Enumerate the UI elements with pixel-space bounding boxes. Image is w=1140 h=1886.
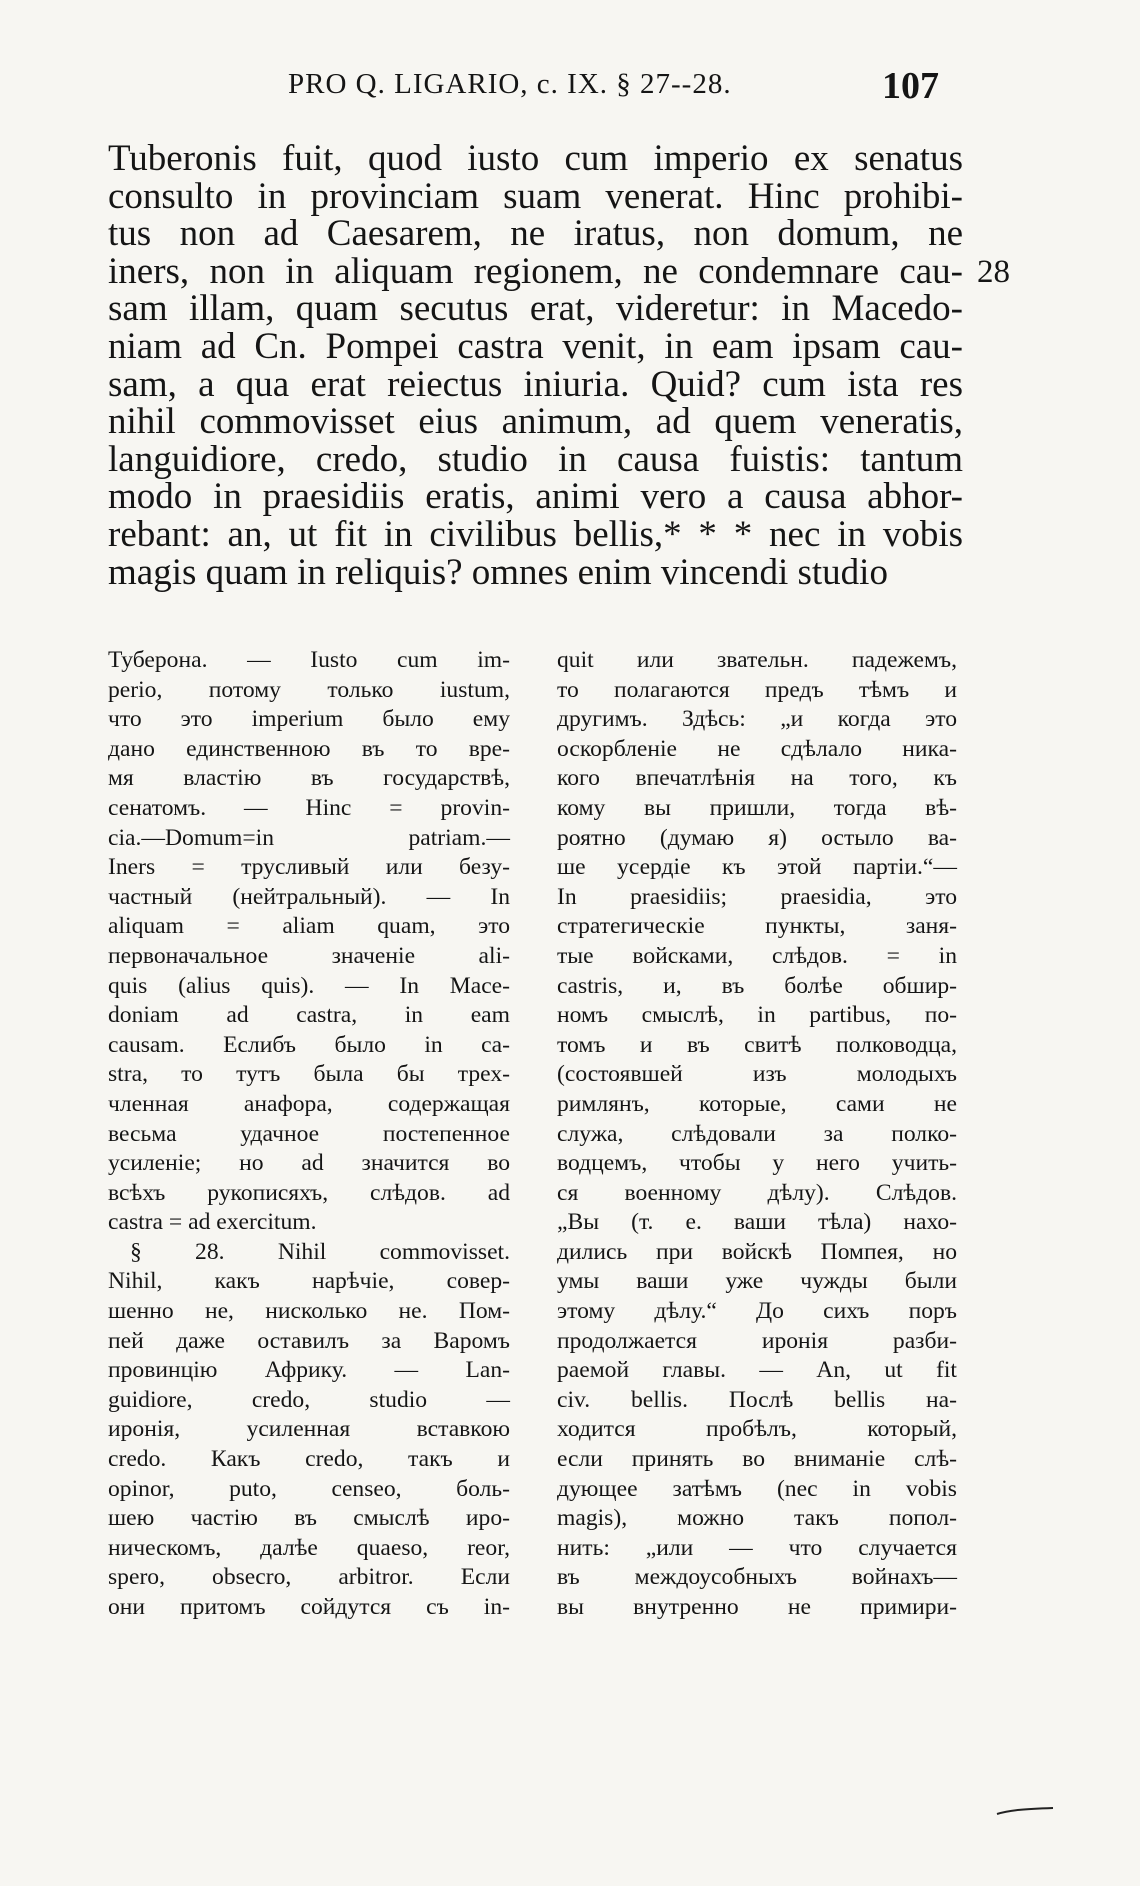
- page-header: [0, 64, 1140, 114]
- commentary-line: стратегическіе пункты, заня-: [557, 913, 957, 940]
- text-line: sam illam, quam secutus erat, videretur: in Macedo-: [108, 288, 963, 330]
- commentary-line: шенно не, нисколько не. Пом-: [108, 1298, 510, 1325]
- commentary-line: что это imperium было ему: [108, 706, 510, 733]
- commentary-line: другимъ. Здѣсь: „и когда это: [557, 706, 957, 733]
- commentary-line: частный (нейтральный). — In: [108, 883, 510, 910]
- latin-main-text: [108, 140, 963, 591]
- commentary-line: томъ и въ свитѣ полководца,: [557, 1031, 957, 1058]
- commentary-line: кому вы пришли, тогда вѣ-: [557, 794, 957, 821]
- commentary-line: quit или звательн. падежемъ,: [557, 647, 957, 673]
- commentary-line: мя властію въ государствѣ,: [108, 765, 510, 792]
- text-line: iners, non in aliquam regionem, ne condemnare cau-: [108, 250, 963, 292]
- text-line: Tuberonis fuit, quod iusto cum imperio ex senatus: [108, 138, 963, 179]
- commentary-line: первоначальное значеніе ali-: [108, 942, 510, 969]
- commentary-line: кого впечатлѣнія на того, къ: [557, 765, 957, 792]
- commentary-right-column: [557, 646, 957, 1623]
- text-line: modo in praesidiis eratis, animi vero a causa abhor-: [108, 476, 963, 518]
- commentary-line: продолжается иронія разби-: [557, 1327, 957, 1354]
- margin-section-number: 28: [977, 254, 1010, 290]
- commentary-line: magis), можно такъ попол-: [557, 1505, 957, 1532]
- text-line: tus non ad Caesarem, ne iratus, non domum, ne: [108, 213, 963, 255]
- commentary-line: Nihil, какъ нарѣчіе, совер-: [108, 1268, 510, 1295]
- commentary-line: иронія, усиленная вставкою: [108, 1416, 510, 1443]
- scan-artifact-mark: [995, 1806, 1055, 1816]
- commentary-line: дано единственною въ то вре-: [108, 735, 510, 762]
- commentary-line: castris, и, въ болѣе обшир-: [557, 972, 957, 999]
- commentary-line: весьма удачное постепенное: [108, 1120, 510, 1147]
- commentary-line: пей даже оставилъ за Варомъ: [108, 1327, 510, 1354]
- commentary-line: этому дѣлу.“ До сихъ поръ: [557, 1298, 957, 1325]
- commentary-line: Iners = трусливый или безу-: [108, 854, 510, 881]
- commentary-line: дующее затѣмъ (nec in vobis: [557, 1475, 957, 1502]
- commentary-line: credo. Какъ credo, такъ и: [108, 1446, 510, 1473]
- commentary-line: ше усердіе къ этой партіи.“—: [557, 854, 957, 881]
- commentary-line: вы внутренно не примири-: [557, 1594, 957, 1620]
- commentary-line: усиленіе; но ad значится во: [108, 1150, 510, 1177]
- commentary-line: doniam ad castra, in eam: [108, 1002, 510, 1029]
- text-line: niam ad Cn. Pompei castra venit, in eam ipsam cau-: [108, 325, 963, 367]
- commentary-line: perio, потому только iustum,: [108, 676, 510, 703]
- text-line: sam, a qua erat reiectus iniuria. Quid? cum ista res: [108, 363, 963, 405]
- commentary-line: водцемъ, чтобы у него учить-: [557, 1150, 957, 1177]
- commentary-line: въ междоусобныхъ войнахъ—: [557, 1564, 957, 1591]
- text-line: languidiore, credo, studio in causa fuistis: tantum: [108, 438, 963, 480]
- commentary-line: дились при войскѣ Помпея, но: [557, 1238, 957, 1265]
- commentary-line: In praesidiis; praesidia, это: [557, 883, 957, 910]
- commentary-line: (состоявшей изъ молодыхъ: [557, 1061, 957, 1088]
- commentary-line: stra, то тутъ была бы трех-: [108, 1061, 510, 1088]
- running-title: PRO Q. LIGARIO, c. IX. § 27--28.: [288, 68, 732, 100]
- text-line: nihil commovisset eius animum, ad quem veneratis,: [108, 401, 963, 443]
- commentary-line: если принять во вниманіе слѣ-: [557, 1446, 957, 1473]
- commentary-line: оскорбленіе не сдѣлало ника-: [557, 735, 957, 762]
- commentary-line: членная анафора, содержащая: [108, 1090, 510, 1117]
- commentary-line: нить: „или — что случается: [557, 1534, 957, 1561]
- commentary-line: spero, obsecro, arbitror. Если: [108, 1564, 510, 1591]
- commentary-line: роятно (думаю я) остыло ва-: [557, 824, 957, 851]
- commentary-line: они притомъ сойдутся съ in-: [108, 1594, 510, 1620]
- commentary-line: ническомъ, далѣе quaeso, reor,: [108, 1534, 510, 1561]
- text-line: rebant: an, ut fit in civilibus bellis,* * * nec in vobis: [108, 513, 963, 555]
- commentary-line: civ. bellis. Послѣ bellis на-: [557, 1386, 957, 1413]
- commentary-line: Туберона. — Iusto cum im-: [108, 647, 510, 673]
- commentary-line: раемой главы. — An, ut fit: [557, 1357, 957, 1384]
- commentary-left-column: [108, 646, 510, 1623]
- text-line: magis quam in reliquis? omnes enim vincendi studio: [108, 551, 888, 593]
- commentary-line: cia.—Domum=in patriam.—: [108, 824, 510, 851]
- commentary-line: ходится пробѣлъ, который,: [557, 1416, 957, 1443]
- commentary-line: провинцію Африку. — Lan-: [108, 1357, 510, 1384]
- commentary-line: то полагаются предъ тѣмъ и: [557, 676, 957, 703]
- commentary-line: „Вы (т. е. ваши тѣла) нахо-: [557, 1209, 957, 1236]
- commentary-line: номъ смыслѣ, in partibus, по-: [557, 1002, 957, 1029]
- commentary-line: guidiore, credo, studio —: [108, 1386, 510, 1413]
- commentary-line: causam. Еслибъ было in ca-: [108, 1031, 510, 1058]
- commentary-line: сенатомъ. — Hinc = provin-: [108, 794, 510, 821]
- commentary-line: умы ваши уже чужды были: [557, 1268, 957, 1295]
- commentary-line: тые войсками, слѣдов. = in: [557, 942, 957, 969]
- commentary-line: шею частію въ смыслѣ иро-: [108, 1505, 510, 1532]
- commentary-line: quis (alius quis). — In Mace-: [108, 972, 510, 999]
- commentary-line: служа, слѣдовали за полко-: [557, 1120, 957, 1147]
- commentary-line: ся военному дѣлу). Слѣдов.: [557, 1179, 957, 1206]
- commentary-line: § 28. Nihil commovisset.: [130, 1238, 510, 1265]
- commentary-line: всѣхъ рукописяхъ, слѣдов. ad: [108, 1179, 510, 1206]
- text-line: consulto in provinciam suam venerat. Hinc prohibi-: [108, 175, 963, 217]
- commentary-line: opinor, puto, censeo, боль-: [108, 1475, 510, 1502]
- commentary-line: aliquam = aliam quam, это: [108, 913, 510, 940]
- commentary-line: римлянъ, которые, сами не: [557, 1090, 957, 1117]
- page-number: 107: [882, 65, 939, 107]
- commentary-line: castra = ad exercitum.: [108, 1209, 317, 1236]
